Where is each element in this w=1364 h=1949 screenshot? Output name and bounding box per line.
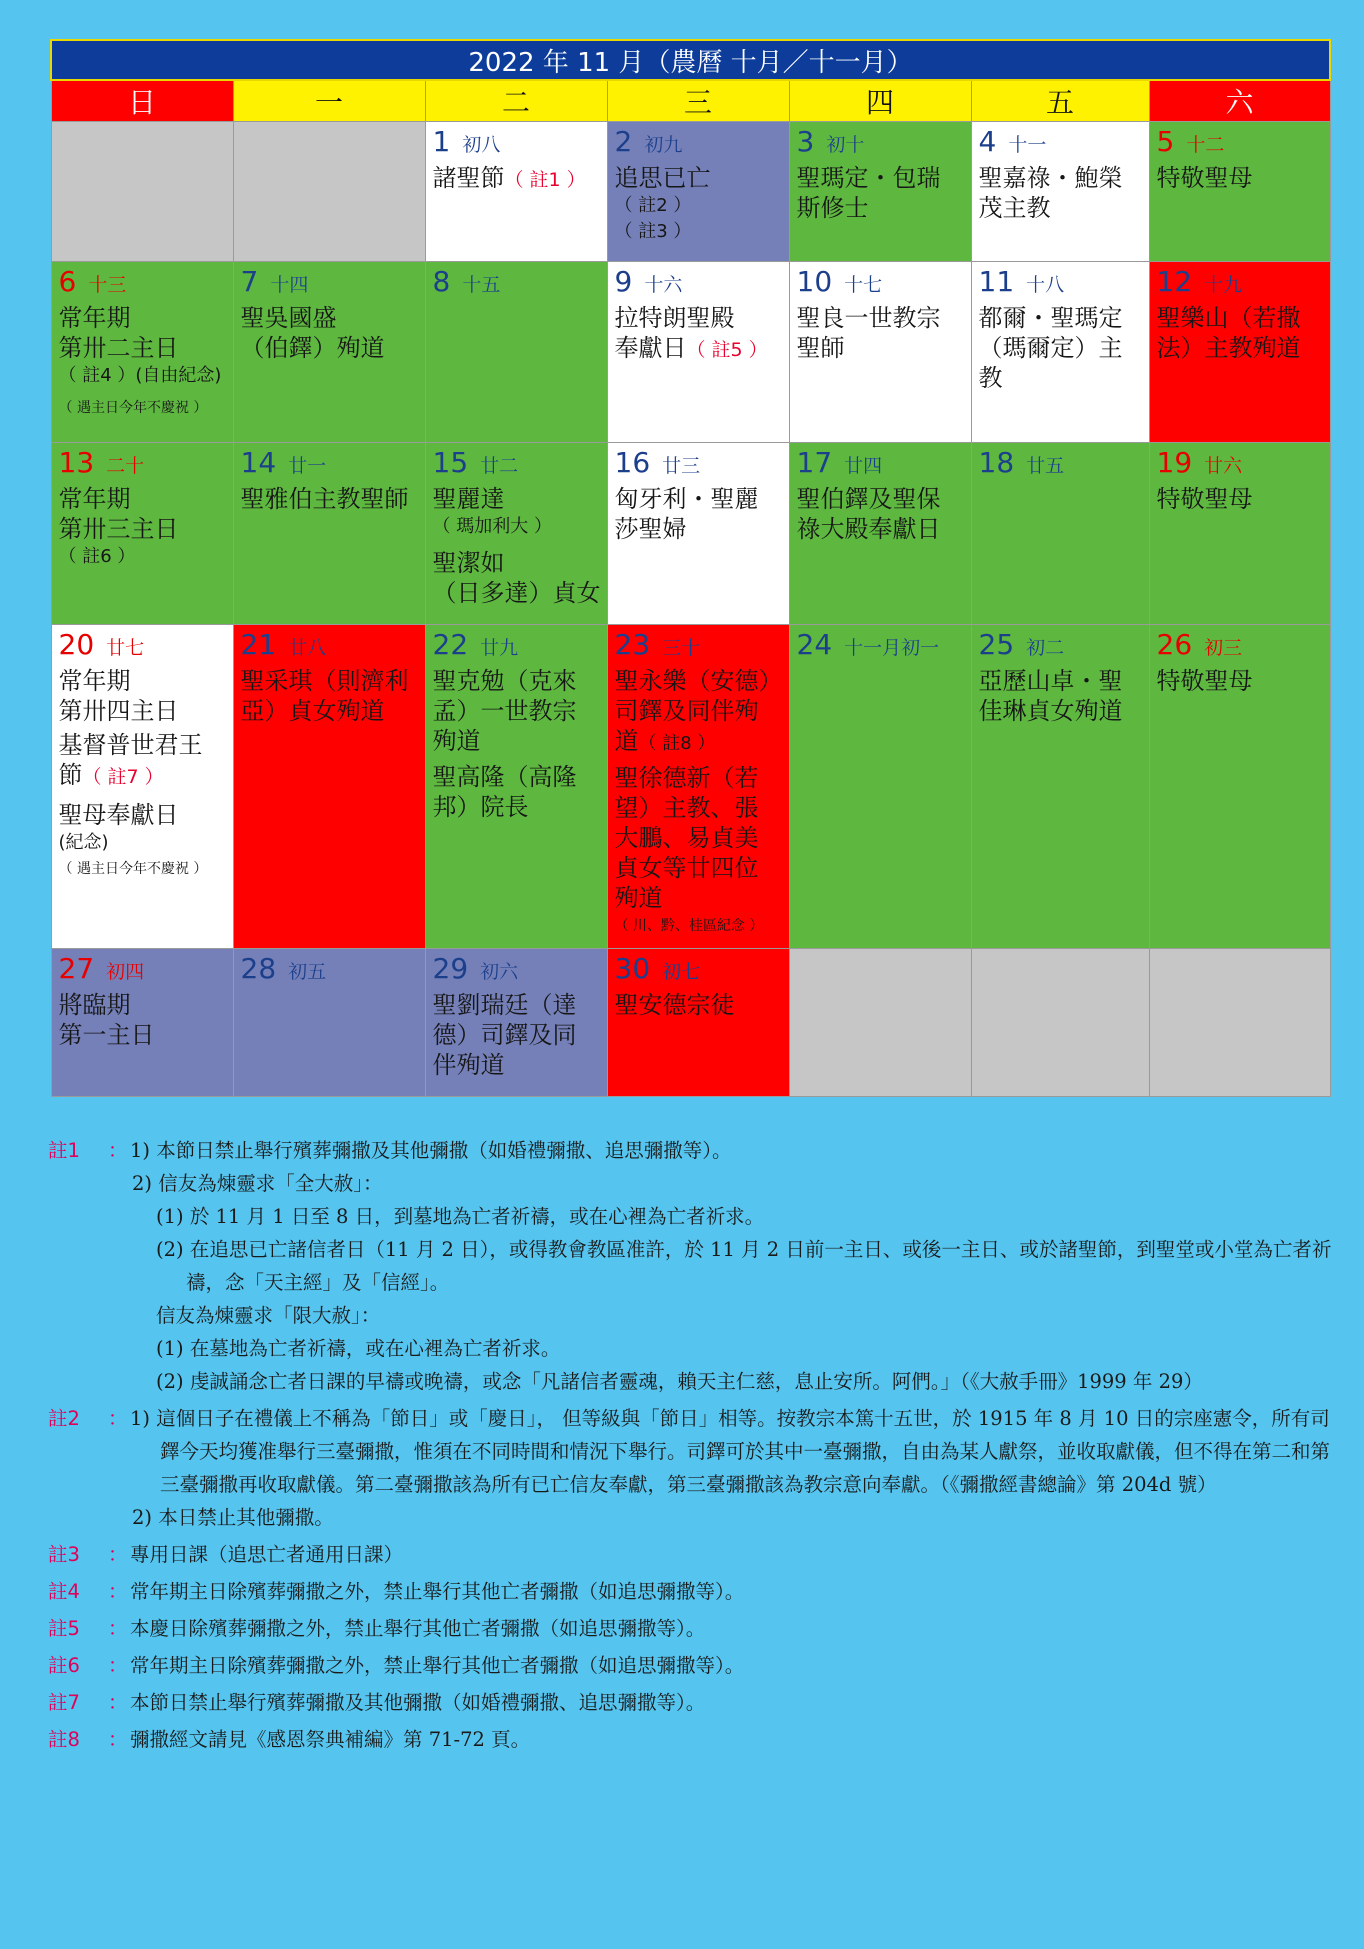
event-text: 聖徐德新（若	[614, 763, 759, 792]
lunar-date: 初二	[1026, 636, 1065, 659]
footnote-label: 註8	[48, 1728, 80, 1751]
event-text: 將臨期	[58, 990, 131, 1019]
lunar-date: 十一月初一	[844, 636, 940, 659]
event-text: 諸聖節	[432, 164, 505, 193]
day-number: 26	[1156, 627, 1193, 661]
event-text: 聖高隆（高隆	[432, 762, 577, 791]
weekday-sat: 六	[1149, 80, 1330, 122]
day-cell-4	[971, 122, 1149, 262]
event-text: 常年期	[58, 304, 131, 333]
note-ref: （ 註7 ）	[82, 765, 164, 788]
footnote-text: (2) 虔誠誦念亡者日課的早禱或晚禱，或念「凡諸信者靈魂，賴天主仁慈，息止安所。阿們。」（《大赦手冊》1999 年 29）	[156, 1370, 1203, 1393]
lunar-date: 初九	[644, 134, 683, 157]
day-number: 15	[432, 446, 469, 480]
weekday-sun: 日	[51, 80, 233, 122]
event-text: 佳琳貞女殉道	[978, 696, 1123, 725]
lunar-date: 初六	[480, 960, 519, 983]
event-text: 殉道	[614, 883, 663, 912]
note-ref: （ 註6 ）	[58, 546, 136, 568]
footnote-colon: ：	[108, 1543, 128, 1566]
day-number: 10	[796, 265, 833, 299]
event-text: 殉道	[432, 726, 481, 755]
day-number: 27	[58, 951, 95, 985]
footnote-text: (2) 在追思已亡諸信者日（11 月 2 日），或得教會教區准許，於 11 月 2 日前一主日、或後一主日、或於諸聖節，到聖堂或小堂為亡者祈禱，念「天主經」及「信經」。	[156, 1238, 1332, 1294]
day-cell-23	[607, 624, 789, 948]
note-ref: （ 註5 ）	[686, 339, 768, 362]
event-text: 聖樂山（若撒	[1156, 304, 1301, 333]
footnote-text: 1) 本節日禁止舉行殯葬彌撒及其他彌撒（如婚禮彌撒、追思彌撒等）。	[130, 1139, 732, 1162]
day-cell-14	[233, 443, 425, 624]
day-cell-6	[51, 262, 233, 443]
day-cell-10	[789, 262, 971, 443]
lunar-date: 廿七	[106, 636, 145, 659]
lunar-date: 十六	[644, 274, 683, 297]
day-cell-8	[425, 262, 607, 443]
event-text: 聖良一世教宗	[796, 304, 941, 333]
day-number: 13	[58, 446, 95, 480]
day-cell-16	[607, 443, 789, 624]
event-text: 特敬聖母	[1156, 164, 1253, 193]
event-text: 望）主教、張	[614, 793, 759, 822]
empty-day-cell	[233, 122, 425, 262]
day-number: 23	[614, 627, 651, 661]
day-cell-7	[233, 262, 425, 443]
footnote-5	[48, 1612, 1338, 1645]
memorial-text: (紀念)	[58, 831, 109, 853]
note-ref: （ 註4 ）	[58, 365, 136, 387]
lunar-date: 初十	[826, 134, 865, 157]
footnote-6	[48, 1649, 1338, 1682]
day-cell-30	[607, 948, 789, 1096]
event-text: 聖吳國盛	[240, 304, 337, 333]
footnote-text: 常年期主日除殯葬彌撒之外，禁止舉行其他亡者彌撒（如追思彌撒等）。	[130, 1580, 745, 1603]
event-text: 拉特朗聖殿	[614, 304, 735, 333]
lunar-date: 十二	[1186, 134, 1225, 157]
memorial-text: (自由紀念)	[135, 365, 222, 387]
day-number: 7	[240, 265, 259, 299]
footnote-label: 註4	[48, 1580, 80, 1603]
memorial-remark: （ 川、黔、桂區紀念 ）	[614, 917, 764, 934]
event-text: 第一主日	[58, 1020, 155, 1049]
day-number: 8	[432, 265, 451, 299]
day-cell-24	[789, 624, 971, 948]
footnote-colon: ：	[108, 1728, 128, 1751]
event-text: 莎聖婦	[614, 515, 687, 544]
lunar-date: 十三	[88, 274, 127, 297]
event-text: 聖永樂（安德）	[614, 666, 783, 695]
footnote-text: 2) 信友為煉靈求「全大赦」：	[132, 1172, 383, 1195]
day-number: 3	[796, 125, 815, 159]
event-text: 大鵬、易貞美	[614, 823, 759, 852]
event-text: 節	[58, 760, 83, 789]
footnote-text: 彌撒經文請見《感恩祭典補編》第 71-72 頁。	[130, 1728, 531, 1751]
note-ref: （ 註2 ）	[614, 195, 692, 217]
event-text: 基督普世君王	[58, 730, 203, 759]
event-text: 特敬聖母	[1156, 666, 1253, 695]
day-number: 19	[1156, 446, 1193, 480]
footnote-1	[48, 1134, 1338, 1167]
day-number: 1	[432, 125, 451, 159]
event-text: 聖安德宗徒	[614, 990, 735, 1019]
footnote-2	[48, 1402, 1338, 1501]
day-number: 20	[58, 627, 95, 661]
day-cell-3	[789, 122, 971, 262]
footnote-text: 常年期主日除殯葬彌撒之外，禁止舉行其他亡者彌撒（如追思彌撒等）。	[130, 1654, 745, 1677]
empty-day-cell	[971, 948, 1149, 1096]
lunar-date: 廿三	[662, 455, 701, 478]
empty-day-cell	[1149, 948, 1330, 1096]
event-text: 茂主教	[978, 194, 1051, 223]
day-number: 24	[796, 627, 833, 661]
event-text: 匈牙利・聖麗	[614, 485, 759, 514]
event-text: 貞女等廿四位	[614, 853, 759, 882]
lunar-date: 初三	[1204, 636, 1243, 659]
lunar-date: 廿八	[288, 636, 327, 659]
event-text: 斯修士	[796, 194, 869, 223]
day-cell-20	[51, 624, 233, 948]
event-text: 邦）院長	[432, 792, 529, 821]
lunar-date: 二十	[106, 455, 145, 478]
footnote-colon: ：	[108, 1580, 128, 1603]
footnote-text: 本慶日除殯葬彌撒之外，禁止舉行其他亡者彌撒（如追思彌撒等）。	[130, 1617, 706, 1640]
lunar-date: 廿九	[480, 636, 519, 659]
day-number: 22	[432, 627, 469, 661]
event-text: （ 瑪加利大 ）	[432, 516, 552, 538]
note-ref: （ 註3 ）	[614, 221, 692, 243]
day-cell-26	[1149, 624, 1330, 948]
note-ref: （ 註8 ）	[638, 732, 716, 754]
day-cell-27	[51, 948, 233, 1096]
footnote-text: 2) 本日禁止其他彌撒。	[132, 1506, 334, 1529]
event-text: 祿大殿奉獻日	[796, 515, 941, 544]
day-cell-29	[425, 948, 607, 1096]
lunar-date: 初五	[288, 960, 327, 983]
day-number: 11	[978, 265, 1015, 299]
footnote-colon: ：	[108, 1691, 128, 1714]
footnote-text: (1) 在墓地為亡者祈禱，或在心裡為亡者祈求。	[156, 1337, 561, 1360]
day-cell-5	[1149, 122, 1330, 262]
event-text: 聖雅伯主教聖師	[240, 485, 409, 514]
day-cell-18	[971, 443, 1149, 624]
day-number: 9	[614, 265, 633, 299]
event-text: 德）司鐸及同	[432, 1020, 577, 1049]
day-cell-17	[789, 443, 971, 624]
event-text: 都爾・聖瑪定	[978, 304, 1123, 333]
day-number: 12	[1156, 265, 1193, 299]
event-text: 法）主教殉道	[1156, 334, 1301, 363]
weekday-tue: 二	[425, 80, 607, 122]
note-ref: （ 註1 ）	[504, 169, 586, 192]
event-text: 伴殉道	[432, 1050, 505, 1079]
event-text: 亞歷山卓・聖	[978, 666, 1123, 695]
day-cell-19	[1149, 443, 1330, 624]
lunar-date: 十七	[844, 274, 883, 297]
day-cell-11	[971, 262, 1149, 443]
event-text: 特敬聖母	[1156, 485, 1253, 514]
day-number: 17	[796, 446, 833, 480]
lunar-date: 十八	[1026, 274, 1065, 297]
day-cell-15	[425, 443, 607, 624]
footnote-text: (1) 於 11 月 1 日至 8 日，到墓地為亡者祈禱，或在心裡為亡者祈求。	[156, 1205, 765, 1228]
lunar-date: 初八	[462, 134, 501, 157]
event-text: 道	[614, 726, 639, 755]
footnote-text: 1) 這個日子在禮儀上不稱為「節日」或「慶日」， 但等級與「節日」相等。按教宗本篤十五世，於 1915 年 8 月 10 日的宗座憲令，所有司鐸今天均獲准舉行三臺彌撒，惟須在不同時間和情況下舉行。司鐸可於其中一臺彌撒，自由為某人獻祭，並收取獻儀，但不得在第二和第三臺彌撒再收取獻儀。第二臺彌撒該為所有已亡信友奉獻，第三臺彌撒該為教宗意向奉獻。（《彌撒經書總論》第 204d 號）	[130, 1407, 1331, 1496]
footnote-4	[48, 1575, 1338, 1608]
weekday-thu: 四	[789, 80, 971, 122]
lunar-date: 十一	[1008, 134, 1047, 157]
lunar-date: 廿四	[844, 455, 883, 478]
event-text: 聖嘉祿・鮑榮	[978, 164, 1123, 193]
event-text: 第卅四主日	[58, 696, 179, 725]
footnote-label: 註3	[48, 1543, 80, 1566]
footnotes	[48, 1134, 1338, 1756]
lunar-date: 初七	[662, 960, 701, 983]
event-text: 聖母奉獻日	[58, 800, 179, 829]
day-cell-13	[51, 443, 233, 624]
event-text: 追思已亡	[614, 164, 711, 193]
footnote-label: 註7	[48, 1691, 80, 1714]
day-number: 30	[614, 951, 651, 985]
lunar-date: 廿五	[1026, 455, 1065, 478]
memorial-remark: （ 遇主日今年不慶祝 ）	[58, 400, 208, 417]
event-text: 常年期	[58, 666, 131, 695]
lunar-date: 十九	[1204, 274, 1243, 297]
event-text: 第卅二主日	[58, 334, 179, 363]
empty-day-cell	[51, 122, 233, 262]
calendar-table	[50, 39, 1331, 1097]
event-text: 聖瑪定・包瑞	[796, 164, 941, 193]
day-cell-1	[425, 122, 607, 262]
event-text: 聖伯鐸及聖保	[796, 485, 941, 514]
calendar-title: 2022 年 11 月（農曆 十月／十一月）	[51, 40, 1330, 80]
lunar-date: 廿二	[480, 455, 519, 478]
weekday-fri: 五	[971, 80, 1149, 122]
footnote-colon: ：	[108, 1407, 128, 1430]
empty-day-cell	[789, 948, 971, 1096]
day-cell-22	[425, 624, 607, 948]
day-number: 4	[978, 125, 997, 159]
event-text: 聖師	[796, 334, 845, 363]
footnote-7	[48, 1686, 1338, 1719]
event-text: 常年期	[58, 485, 131, 514]
event-text: 聖潔如	[432, 549, 505, 578]
day-number: 14	[240, 446, 277, 480]
footnote-text: 信友為煉靈求「限大赦」：	[156, 1304, 381, 1327]
event-text: 聖采琪（則濟利	[240, 666, 409, 695]
day-number: 6	[58, 265, 77, 299]
footnote-label: 註5	[48, 1617, 80, 1640]
event-text: 聖麗達	[432, 485, 505, 514]
day-number: 16	[614, 446, 651, 480]
event-text: （日多達）貞女	[432, 579, 601, 608]
day-number: 5	[1156, 125, 1175, 159]
day-cell-12	[1149, 262, 1330, 443]
day-number: 21	[240, 627, 277, 661]
footnote-colon: ：	[108, 1654, 128, 1677]
event-text: 奉獻日	[614, 334, 687, 363]
lunar-date: 三十	[662, 636, 701, 659]
memorial-remark: （ 遇主日今年不慶祝 ）	[58, 860, 208, 877]
day-number: 18	[978, 446, 1015, 480]
day-cell-25	[971, 624, 1149, 948]
footnote-3	[48, 1538, 1338, 1571]
footnote-text: 專用日課（追思亡者通用日課）	[130, 1543, 404, 1566]
footnote-colon: ：	[108, 1139, 128, 1162]
footnote-label: 註1	[48, 1139, 80, 1162]
lunar-date: 十四	[270, 274, 309, 297]
weekday-wed: 三	[607, 80, 789, 122]
day-cell-9	[607, 262, 789, 443]
footnote-colon: ：	[108, 1617, 128, 1640]
event-text: 第卅三主日	[58, 515, 179, 544]
event-text: （伯鐸）殉道	[240, 334, 385, 363]
footnote-text: 本節日禁止舉行殯葬彌撒及其他彌撒（如婚禮彌撒、追思彌撒等）。	[130, 1691, 706, 1714]
event-text: （瑪爾定）主教	[978, 334, 1123, 393]
footnote-label: 註6	[48, 1654, 80, 1677]
event-text: 聖克勉（克來	[432, 666, 577, 695]
event-text: 亞）貞女殉道	[240, 696, 385, 725]
day-number: 29	[432, 951, 469, 985]
weekday-mon: 一	[233, 80, 425, 122]
footnote-label: 註2	[48, 1407, 80, 1430]
day-number: 25	[978, 627, 1015, 661]
event-text: 司鐸及同伴殉	[614, 696, 759, 725]
day-number: 2	[614, 125, 633, 159]
day-number: 28	[240, 951, 277, 985]
lunar-date: 廿一	[288, 455, 327, 478]
day-cell-2	[607, 122, 789, 262]
lunar-date: 廿六	[1204, 455, 1243, 478]
footnote-8	[48, 1723, 1338, 1756]
day-cell-28	[233, 948, 425, 1096]
day-cell-21	[233, 624, 425, 948]
event-text: 聖劉瑞廷（達	[432, 990, 577, 1019]
lunar-date: 初四	[106, 960, 145, 983]
event-text: 孟）一世教宗	[432, 696, 577, 725]
lunar-date: 十五	[462, 274, 501, 297]
